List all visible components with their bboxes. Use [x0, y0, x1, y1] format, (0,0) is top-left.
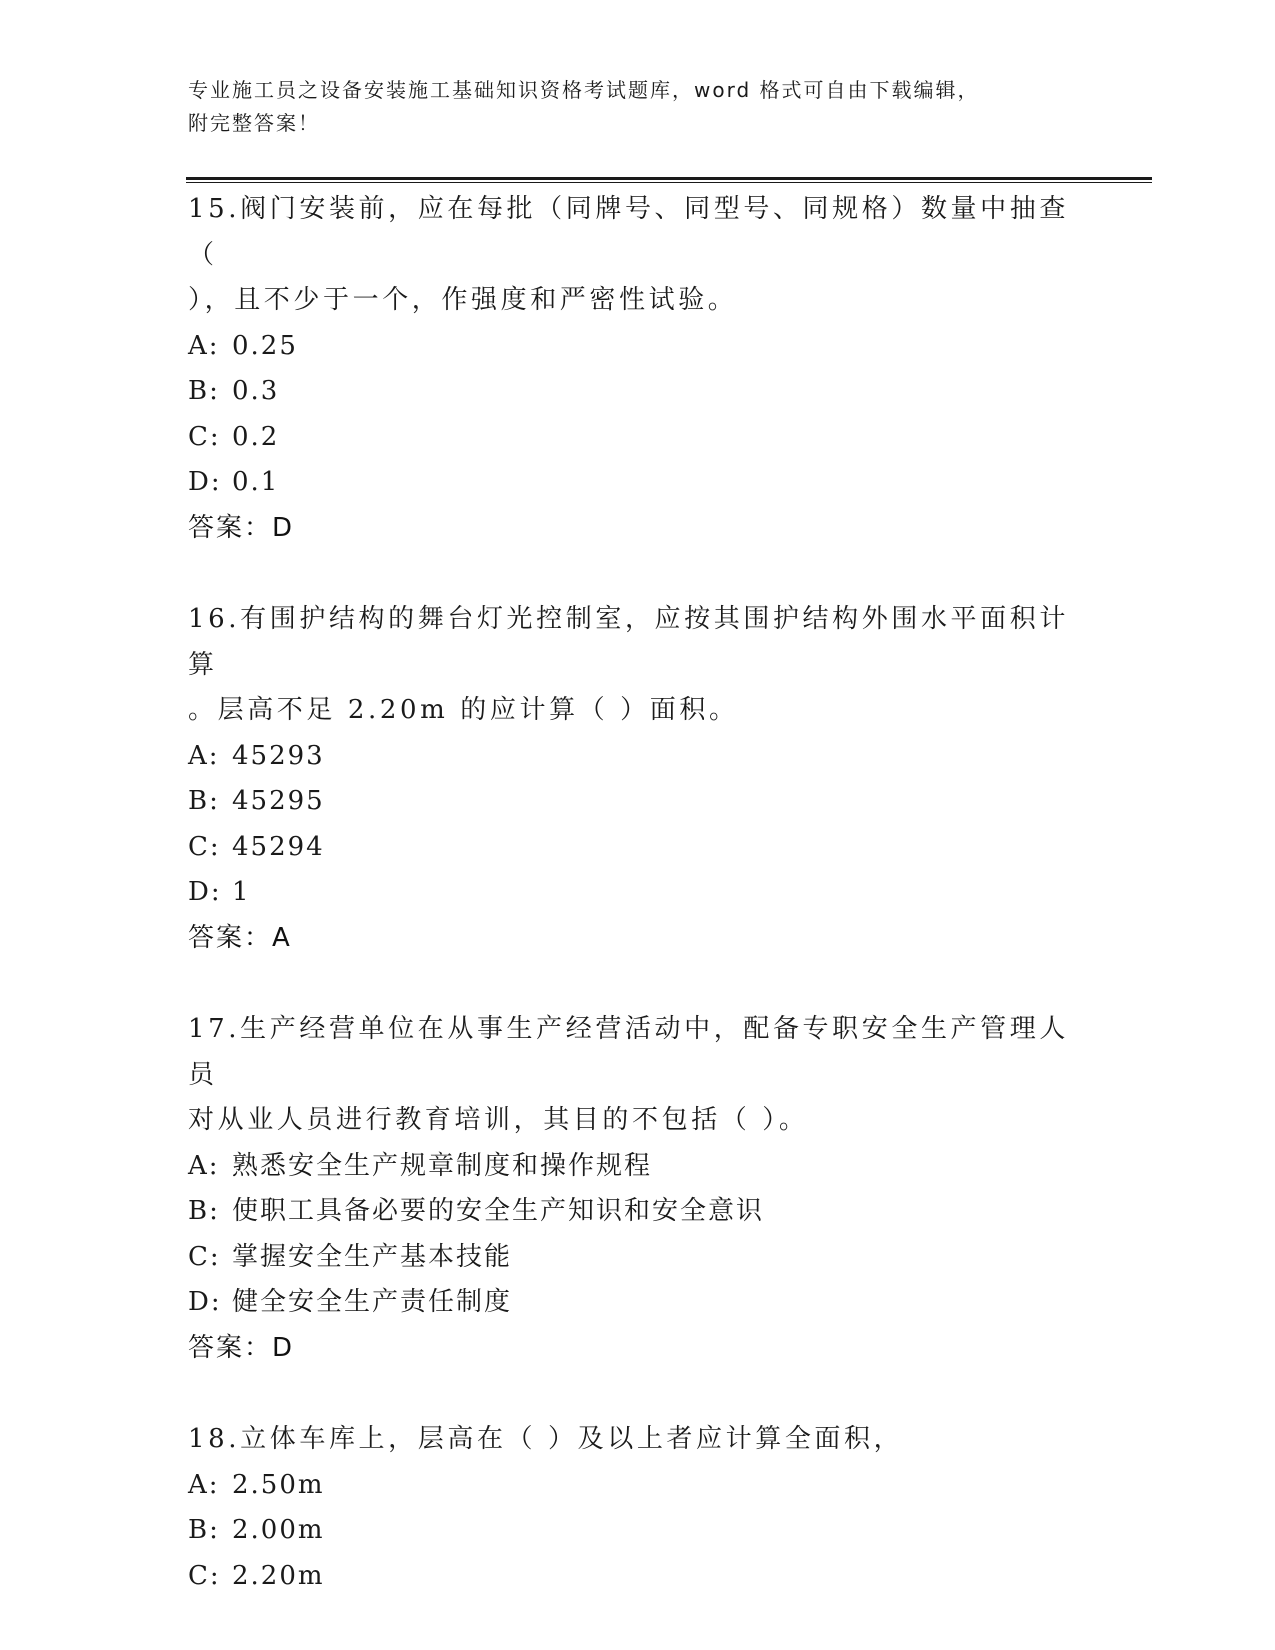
answer-line: 答案：D [188, 1332, 295, 1363]
option-c [188, 825, 1088, 871]
option-letter: C: [188, 1241, 221, 1272]
question-spacer [188, 551, 1088, 596]
option-letter: D: [188, 467, 222, 497]
option-text: 健全安全生产责任制度 [232, 1287, 513, 1317]
question-text-line-2: ），且不少于一个，作强度和严密性试验。 [188, 285, 738, 315]
answer-line: 答案：D [188, 512, 295, 543]
question-text-line-1: 16.有围护结构的舞台灯光控制室，应按其围护结构外围水平面积计算 [188, 604, 1069, 680]
option-text: 0.2 [232, 421, 280, 452]
option-d [188, 460, 1088, 506]
option-letter: D: [188, 877, 222, 907]
question-17 [188, 1006, 1088, 1371]
option-text: 1 [232, 877, 251, 907]
option-b [188, 1508, 1088, 1554]
option-letter: B: [188, 376, 220, 406]
header-line-1: 专业施工员之设备安装施工基础知识资格考试题库，word 格式可自由下载编辑， [188, 78, 980, 102]
question-text-line-2: 。层高不足 2.20m 的应计算（ ）面积。 [188, 695, 739, 725]
option-d [188, 870, 1088, 916]
option-text: 熟悉安全生产规章制度和操作规程 [232, 1150, 653, 1181]
header-divider-thick [186, 177, 1152, 180]
option-letter: A: [188, 740, 220, 771]
option-text: 2.20m [232, 1560, 325, 1591]
question-18 [188, 1416, 1088, 1599]
option-letter: B: [188, 1196, 220, 1226]
option-c [188, 415, 1088, 461]
option-letter: B: [188, 786, 220, 816]
option-letter: C: [188, 421, 221, 452]
question-text [188, 1416, 1088, 1463]
answer-line: 答案：A [188, 922, 292, 953]
question-text [188, 186, 1088, 324]
option-text: 0.25 [232, 330, 298, 361]
option-text: 0.1 [232, 467, 280, 497]
option-text: 45295 [232, 786, 325, 816]
question-15 [188, 186, 1088, 551]
question-spacer [188, 961, 1088, 1006]
option-letter: A: [188, 1469, 220, 1500]
question-spacer [188, 1371, 1088, 1416]
option-a [188, 324, 1088, 370]
question-text-line-1: 15.阀门安装前，应在每批（同牌号、同型号、同规格）数量中抽查（ [188, 194, 1069, 270]
option-letter: D: [188, 1287, 222, 1317]
option-letter: A: [188, 1150, 220, 1181]
option-text: 45293 [232, 740, 325, 771]
option-letter: C: [188, 1560, 221, 1591]
option-a [188, 1463, 1088, 1509]
option-d [188, 1280, 1088, 1326]
header-divider-thin [186, 182, 1152, 183]
question-text [188, 596, 1088, 734]
option-text: 掌握安全生产基本技能 [232, 1241, 513, 1272]
question-list [188, 186, 1088, 1599]
option-letter: C: [188, 831, 221, 862]
option-text: 2.00m [232, 1515, 325, 1545]
option-b [188, 1189, 1088, 1235]
option-text: 2.50m [232, 1469, 325, 1500]
question-text-line-1: 18.立体车库上，层高在（ ）及以上者应计算全面积， [188, 1424, 904, 1454]
question-text-line-2: 对从业人员进行教育培训，其目的不包括（ ）。 [188, 1105, 809, 1135]
question-text-line-1: 17.生产经营单位在从事生产经营活动中，配备专职安全生产管理人员 [188, 1014, 1069, 1090]
option-a [188, 1144, 1088, 1190]
option-c [188, 1235, 1088, 1281]
option-letter: B: [188, 1515, 220, 1545]
option-a [188, 734, 1088, 780]
option-c [188, 1554, 1088, 1600]
document-header [188, 74, 1068, 140]
header-line-2: 附完整答案！ [188, 111, 320, 135]
question-16 [188, 596, 1088, 961]
option-b [188, 779, 1088, 825]
option-text: 45294 [232, 831, 325, 862]
option-text: 0.3 [232, 376, 280, 406]
option-text: 使职工具备必要的安全生产知识和安全意识 [232, 1196, 765, 1226]
question-text [188, 1006, 1088, 1144]
option-b [188, 369, 1088, 415]
option-letter: A: [188, 330, 220, 361]
